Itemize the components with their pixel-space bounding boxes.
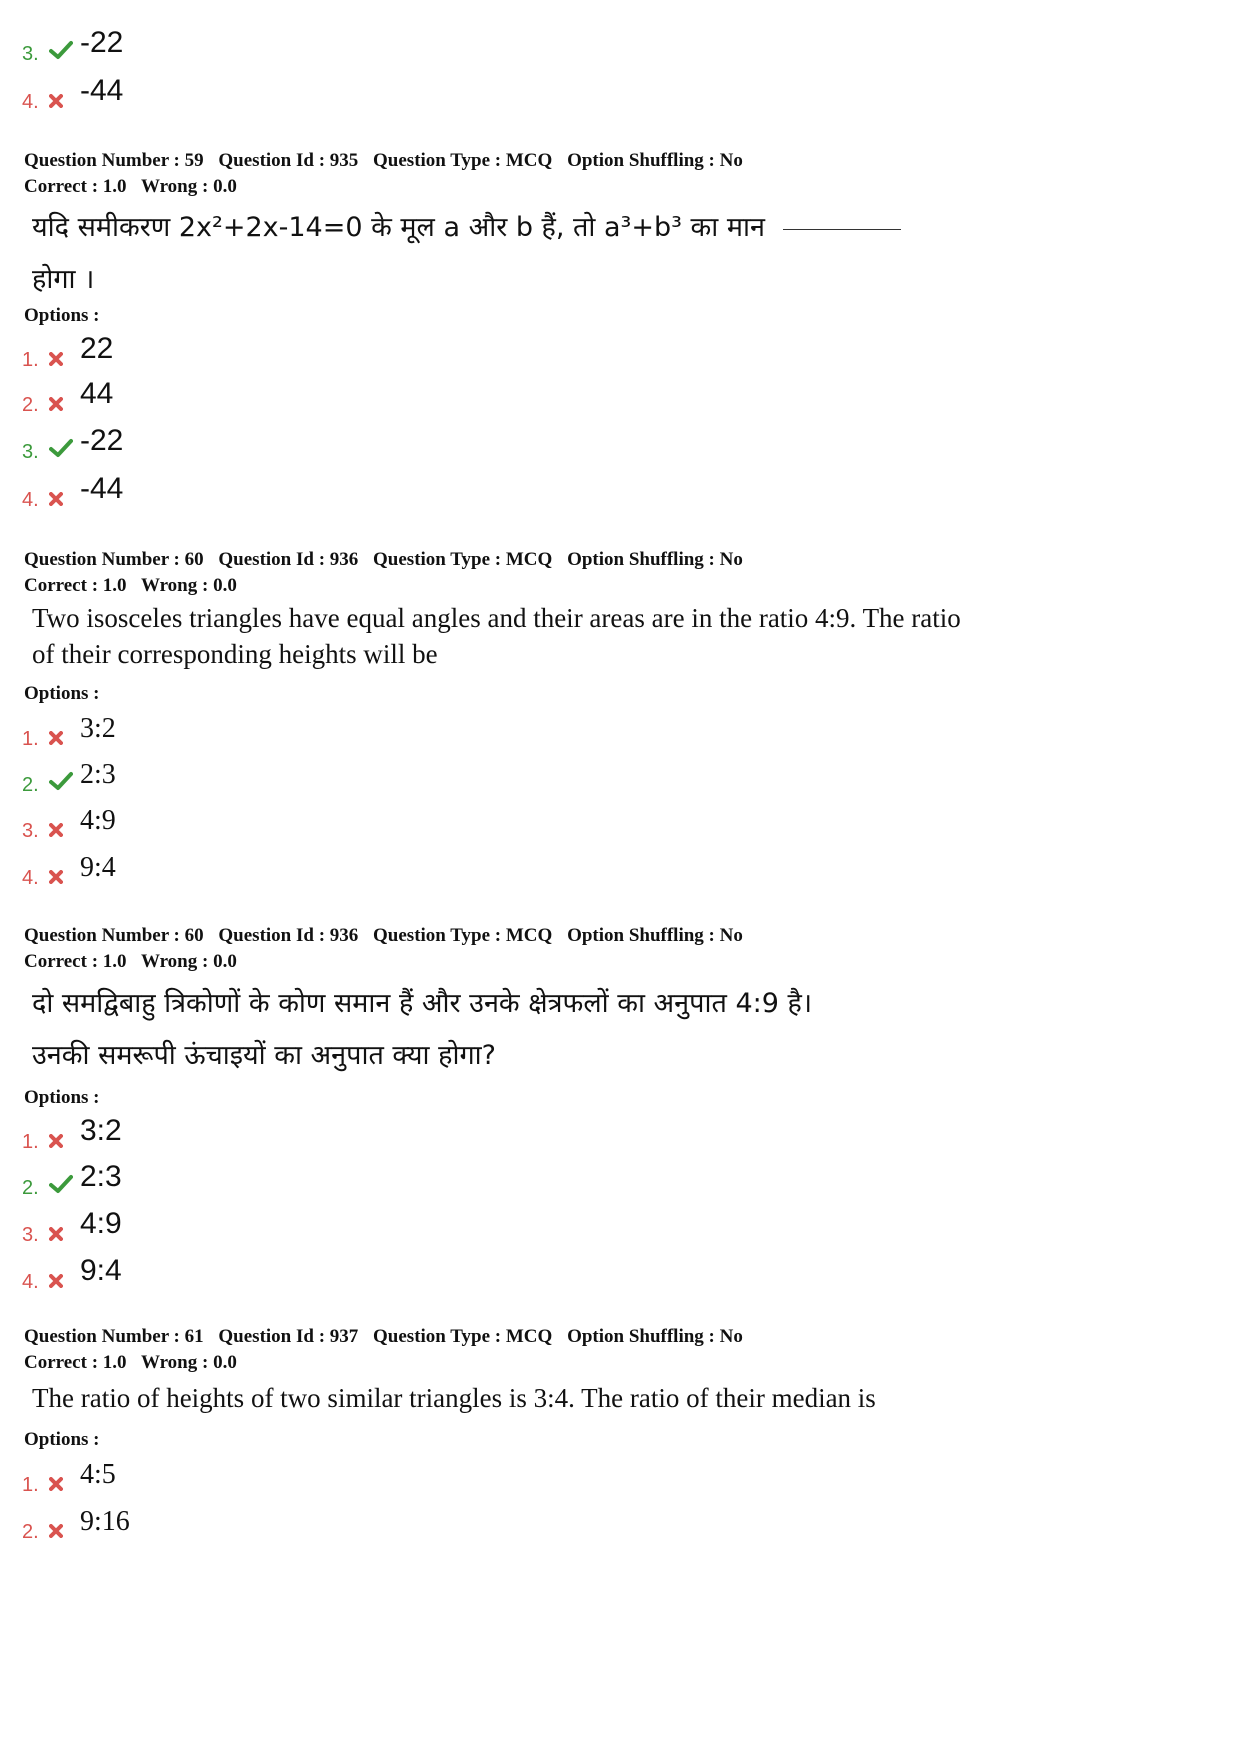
option-number: 3.	[22, 441, 39, 463]
question-stem-line: of their corresponding heights will be	[32, 639, 438, 669]
option-row	[22, 420, 123, 464]
option-row	[22, 707, 116, 751]
option-row	[22, 1250, 122, 1294]
option-number: 4.	[22, 867, 39, 889]
option-row	[22, 1453, 116, 1497]
question-number: Question Number : 59	[24, 150, 204, 171]
wrong-marks: Wrong : 0.0	[140, 951, 237, 972]
option-text: 3:2	[80, 713, 116, 744]
option-text: 2:3	[80, 759, 116, 790]
option-row	[22, 1500, 130, 1544]
question-number: Question Number : 60	[24, 549, 204, 570]
option-row	[22, 846, 116, 890]
question-stem-line: Two isosceles triangles have equal angles and their areas are in the ratio 4:9. The ratio	[32, 603, 961, 633]
option-text: 2:3	[80, 1160, 122, 1193]
option-shuffling: Option Shuffling : No	[567, 549, 743, 570]
cross-icon	[46, 1207, 80, 1247]
wrong-marks: Wrong : 0.0	[140, 1352, 237, 1373]
cross-icon	[46, 711, 80, 751]
options-label: Options :	[24, 305, 100, 326]
option-number: 1.	[22, 728, 39, 750]
option-text: 4:9	[80, 1207, 122, 1240]
correct-marks: Correct : 1.0	[24, 1352, 127, 1373]
question-id: Question Id : 936	[218, 549, 359, 570]
option-text: 4:9	[80, 805, 116, 836]
cross-icon	[46, 377, 80, 417]
wrong-marks: Wrong : 0.0	[140, 575, 237, 596]
option-row	[22, 1203, 122, 1247]
question-type: Question Type : MCQ	[373, 925, 553, 946]
option-row	[22, 1110, 122, 1154]
question-type: Question Type : MCQ	[373, 150, 553, 171]
option-number: 3.	[22, 43, 39, 65]
check-icon	[46, 757, 80, 797]
question-meta	[24, 1324, 743, 1376]
option-number: 1.	[22, 349, 39, 371]
option-shuffling: Option Shuffling : No	[567, 1326, 743, 1347]
option-row	[22, 373, 113, 417]
check-icon	[46, 26, 80, 66]
question-id: Question Id : 936	[218, 925, 359, 946]
question-number: Question Number : 61	[24, 1326, 204, 1347]
question-stem	[32, 202, 901, 306]
correct-marks: Correct : 1.0	[24, 951, 127, 972]
check-icon	[46, 424, 80, 464]
question-stem-line: होगा ।	[32, 264, 95, 295]
option-row	[22, 753, 116, 797]
option-text: 3:2	[80, 1114, 122, 1147]
question-meta	[24, 923, 743, 975]
correct-marks: Correct : 1.0	[24, 176, 127, 197]
option-number: 4.	[22, 91, 39, 113]
options-label: Options :	[24, 1087, 100, 1108]
question-meta	[24, 148, 743, 200]
check-icon	[46, 1160, 80, 1200]
options-label: Options :	[24, 683, 100, 704]
option-number: 2.	[22, 1177, 39, 1199]
option-shuffling: Option Shuffling : No	[567, 925, 743, 946]
option-text: -44	[80, 472, 124, 505]
option-number: 2.	[22, 394, 39, 416]
option-number: 2.	[22, 1521, 39, 1543]
option-row	[22, 1156, 122, 1200]
correct-marks: Correct : 1.0	[24, 575, 127, 596]
option-row	[22, 22, 123, 66]
option-text: 4:5	[80, 1459, 116, 1490]
cross-icon	[46, 1457, 80, 1497]
option-text: 9:16	[80, 1506, 130, 1537]
option-row	[22, 799, 116, 843]
option-number: 4.	[22, 1271, 39, 1293]
question-type: Question Type : MCQ	[373, 1326, 553, 1347]
option-text: -44	[80, 74, 124, 107]
cross-icon	[46, 803, 80, 843]
option-number: 3.	[22, 820, 39, 842]
option-text: 44	[80, 377, 114, 410]
question-stem	[32, 600, 961, 672]
question-type: Question Type : MCQ	[373, 549, 553, 570]
option-row	[22, 328, 113, 372]
cross-icon	[46, 472, 80, 512]
cross-icon	[46, 1114, 80, 1154]
option-text: 9:4	[80, 852, 116, 883]
question-id: Question Id : 937	[218, 1326, 359, 1347]
question-meta	[24, 547, 743, 599]
option-row	[22, 468, 123, 512]
cross-icon	[46, 1504, 80, 1544]
option-number: 2.	[22, 774, 39, 796]
option-number: 1.	[22, 1474, 39, 1496]
cross-icon	[46, 74, 80, 114]
question-id: Question Id : 935	[218, 150, 359, 171]
wrong-marks: Wrong : 0.0	[140, 176, 237, 197]
cross-icon	[46, 332, 80, 372]
option-number: 1.	[22, 1131, 39, 1153]
option-text: 22	[80, 332, 114, 365]
question-stem-line: उनकी समरूपी ऊंचाइयों का अनुपात क्या होगा?	[32, 1040, 496, 1071]
cross-icon	[46, 850, 80, 890]
question-stem-line: The ratio of heights of two similar triangles is 3:4. The ratio of their median is	[32, 1383, 876, 1413]
option-text: -22	[80, 424, 124, 457]
option-text: -22	[80, 26, 124, 59]
question-stem-line: यदि समीकरण 2x²+2x-14=0 के मूल a और b हैं, तो a³+b³ का मान	[32, 212, 765, 243]
question-number: Question Number : 60	[24, 925, 204, 946]
answer-blank	[783, 229, 901, 230]
option-shuffling: Option Shuffling : No	[567, 150, 743, 171]
question-stem	[32, 978, 812, 1082]
question-stem	[32, 1380, 876, 1416]
option-text: 9:4	[80, 1254, 122, 1287]
question-stem-line: दो समद्विबाहु त्रिकोणों के कोण समान हैं और उनके क्षेत्रफलों का अनुपात 4:9 है।	[32, 988, 813, 1019]
cross-icon	[46, 1254, 80, 1294]
option-row	[22, 70, 123, 114]
options-label: Options :	[24, 1429, 100, 1450]
option-number: 3.	[22, 1224, 39, 1246]
option-number: 4.	[22, 489, 39, 511]
